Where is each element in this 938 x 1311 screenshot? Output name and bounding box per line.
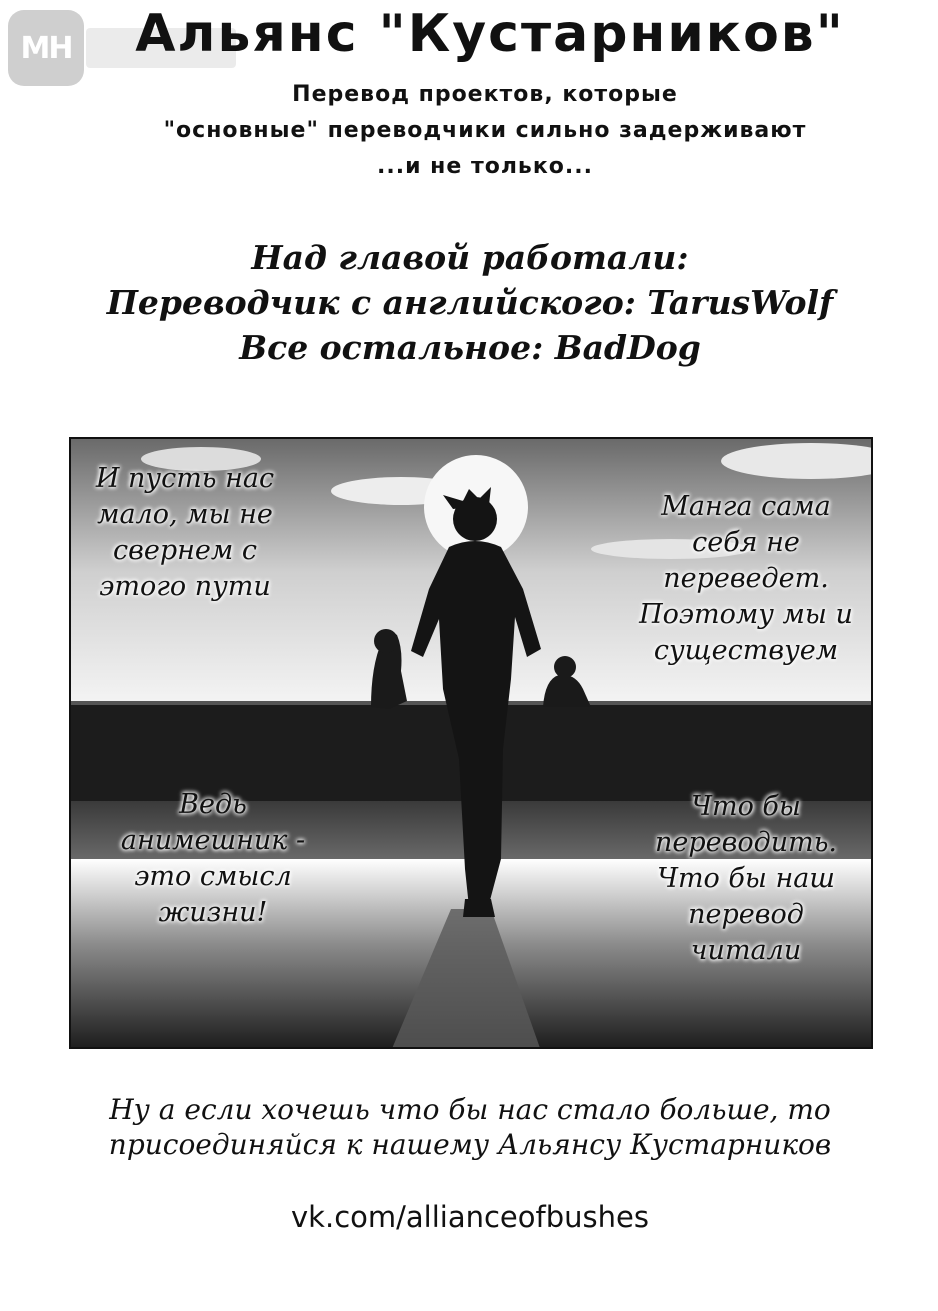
bubble-line: мало, мы не [97, 499, 273, 530]
bubble-line: жизни! [158, 897, 268, 928]
bubble-line: Что бы наш [657, 863, 835, 894]
site-logo: MH [8, 10, 84, 86]
subtitle-line-2: "основные" переводчики сильно задерживают [163, 118, 807, 143]
bubble-line: Ведь [179, 789, 247, 820]
bubble-line: И пусть нас [95, 463, 275, 494]
speech-bubble-top-right [626, 489, 866, 669]
bubble-line: переведет. [663, 563, 829, 594]
bubble-line: свернем с [113, 535, 257, 566]
bubble-line: перевод [688, 899, 804, 930]
bubble-line: переводить. [655, 827, 837, 858]
footer-line-1: Ну а если хочешь что бы нас стало больше, то [109, 1093, 831, 1126]
bubble-line: читали [690, 935, 802, 966]
bubble-line: этого пути [99, 571, 271, 602]
group-link[interactable]: vk.com/allianceofbushes [291, 1200, 649, 1234]
footer-line-2: присоединяйся к нашему Альянсу Кустарников [108, 1128, 832, 1161]
group-title: Альянс "Кустарников" [135, 4, 845, 64]
bubble-line: существуем [653, 635, 839, 666]
bubble-line: анимешник - [120, 825, 306, 856]
bubble-line: Что бы [691, 791, 801, 822]
speech-bubble-bottom-left [93, 787, 333, 931]
bubble-line: Манга сама [661, 491, 831, 522]
subtitle-line-3: ...и не только... [377, 154, 593, 179]
speech-bubble-bottom-right [641, 789, 851, 969]
credits-other: Все остальное: BadDog [239, 328, 701, 367]
credits-translator: Переводчик с английского: TarusWolf [106, 283, 834, 322]
bubble-line: Поэтому мы и [639, 599, 853, 630]
credits-heading: Над главой работали: [251, 238, 689, 277]
subtitle-line-1: Перевод проектов, которые [292, 82, 678, 107]
speech-bubble-top-left [85, 461, 285, 605]
bubble-line: себя не [692, 527, 800, 558]
bubble-line: это смысл [134, 861, 292, 892]
manga-panel [69, 437, 873, 1049]
